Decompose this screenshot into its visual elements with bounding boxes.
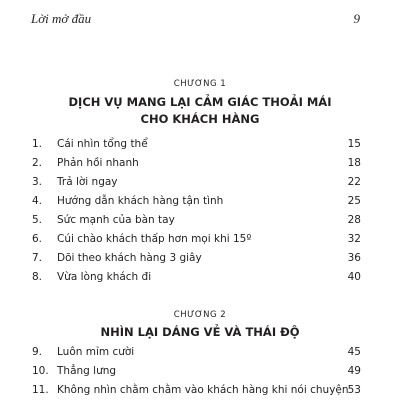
toc-entry-title: Sức mạnh của bàn tay [57, 214, 175, 226]
toc-entry-number: 3. [32, 176, 43, 188]
chapter-2-toc-list [32, 343, 361, 400]
toc-entry [32, 173, 361, 192]
toc-entry-page: 45 [347, 346, 361, 358]
toc-entry-page: 18 [347, 157, 361, 169]
running-header [31, 11, 360, 29]
running-header-title: Lời mở đầu [31, 11, 92, 26]
toc-entry [32, 381, 361, 400]
chapter-1-title [0, 94, 400, 128]
toc-entry-page: 53 [347, 384, 361, 396]
toc-entry-page: 40 [347, 271, 361, 283]
toc-entry-page: 25 [347, 195, 361, 207]
toc-entry-page: 15 [347, 138, 361, 150]
toc-entry-title: Trả lời ngay [57, 176, 118, 188]
toc-entry-number: 10. [32, 365, 49, 377]
toc-entry-title: Không nhìn chằm chằm vào khách hàng khi nói chuyện [57, 384, 349, 396]
toc-entry-number: 11. [32, 384, 49, 396]
toc-entry-title: Cái nhìn tổng thể [57, 138, 148, 150]
toc-entry-title: Vừa lòng khách đi [57, 271, 152, 283]
toc-entry-number: 5. [32, 214, 43, 226]
chapter-1-title-line-1: DỊCH VỤ MANG LẠI CẢM GIÁC THOẢI MÁI [68, 95, 332, 109]
chapter-1-label: CHƯƠNG 1 [173, 79, 227, 89]
toc-entry [32, 154, 361, 173]
chapter-1-toc-list [32, 135, 361, 287]
toc-entry [32, 230, 361, 249]
toc-entry-title: Thẳng lưng [57, 365, 117, 377]
toc-entry [32, 268, 361, 287]
toc-entry-page: 28 [347, 214, 361, 226]
toc-entry-page: 49 [347, 365, 361, 377]
toc-entry-number: 7. [32, 252, 43, 264]
toc-entry-title: Dõi theo khách hàng 3 giây [57, 252, 202, 264]
toc-entry-number: 8. [32, 271, 43, 283]
toc-entry-number: 4. [32, 195, 43, 207]
toc-entry [32, 135, 361, 154]
toc-entry-page: 32 [347, 233, 361, 245]
running-header-page-number: 9 [353, 11, 360, 26]
toc-entry-title: Luôn mỉm cười [57, 346, 135, 358]
toc-entry-number: 1. [32, 138, 43, 150]
toc-entry-number: 2. [32, 157, 43, 169]
toc-entry [32, 362, 361, 381]
toc-entry-title: Cúi chào khách thấp hơn mọi khi 15º [57, 233, 252, 245]
toc-entry-title: Phản hồi nhanh [57, 157, 139, 169]
toc-entry-page: 22 [347, 176, 361, 188]
toc-entry [32, 192, 361, 211]
chapter-2-title [0, 324, 400, 341]
chapter-2-title-line-1: NHÌN LẠI DÁNG VẺ VÀ THÁI ĐỘ [100, 325, 300, 339]
toc-entry-title: Hướng dẫn khách hàng tận tình [57, 195, 224, 207]
toc-entry-number: 6. [32, 233, 43, 245]
chapter-1-title-line-2: CHO KHÁCH HÀNG [140, 112, 260, 126]
toc-entry-number: 9. [32, 346, 43, 358]
toc-entry [32, 249, 361, 268]
chapter-2-label: CHƯƠNG 2 [173, 310, 227, 320]
toc-entry [32, 211, 361, 230]
toc-entry-page: 36 [347, 252, 361, 264]
toc-entry [32, 343, 361, 362]
